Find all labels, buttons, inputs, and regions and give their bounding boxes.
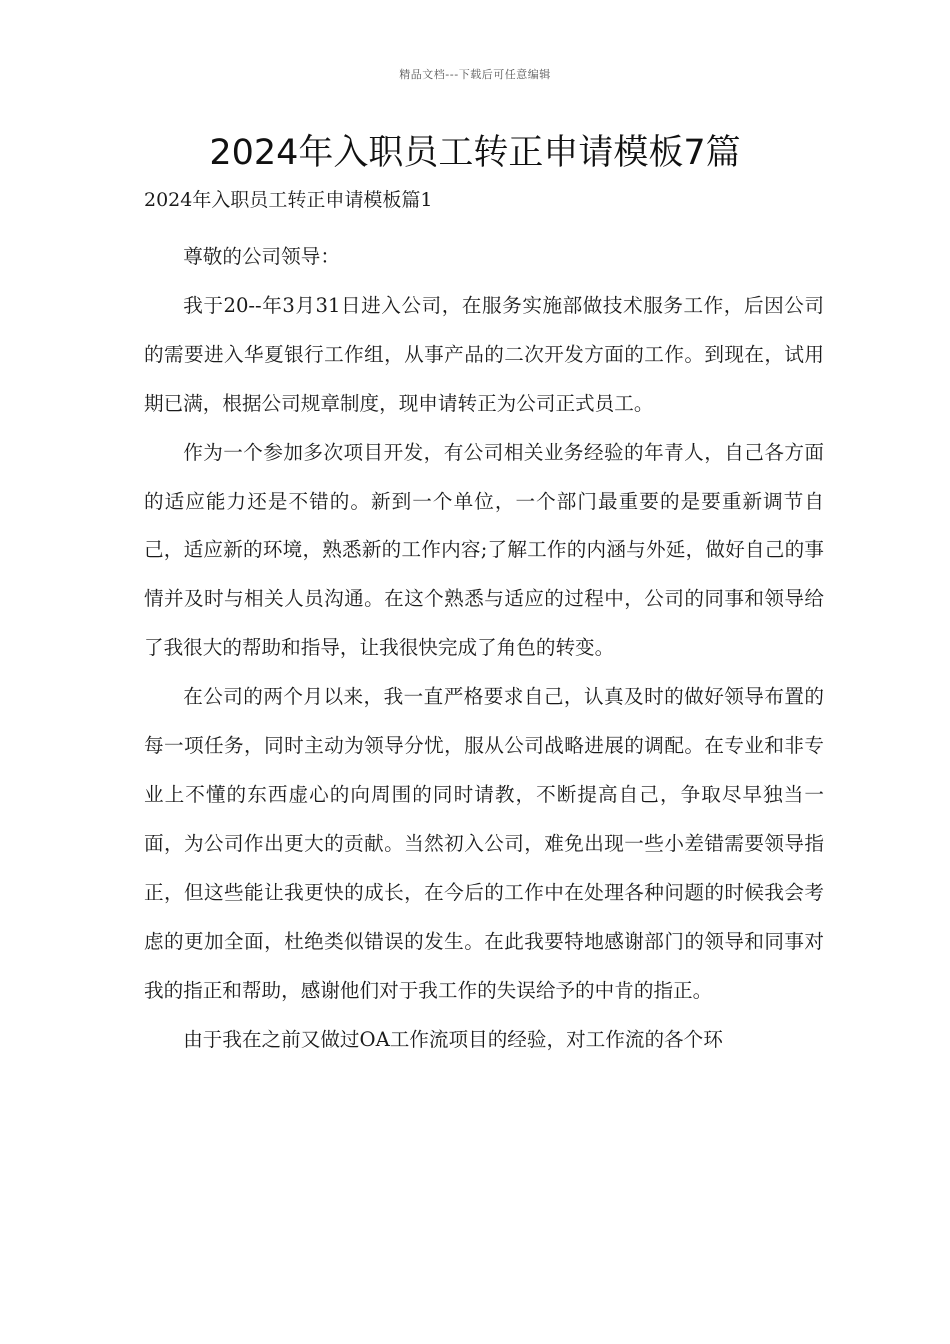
body-paragraph: 由于我在之前又做过OA工作流项目的经验，对工作流的各个环	[183, 1027, 723, 1051]
header-note: 精品文档---下载后可任意编辑	[399, 68, 551, 81]
salutation-paragraph: 尊敬的公司领导：	[183, 245, 340, 268]
document-body	[144, 233, 824, 1064]
body-paragraph: 我于20--年3月31日进入公司，在服务实施部做技术服务工作，后因公司的需要进入华夏银行工作组，从事产品的二次开发方面的工作。到现在，试用期已满，根据公司规章制度，现申请转正为公司正式员工。	[144, 293, 824, 415]
body-paragraph: 在公司的两个月以来，我一直严格要求自己，认真及时的做好领导布置的每一项任务，同时主动为领导分忧，服从公司战略进展的调配。在专业和非专业上不懂的东西虚心的向周围的同时请教，不断提高自己，争取尽早独当一面，为公司作出更大的贡献。当然初入公司，难免出现一些小差错需要领导指正，但这些能让我更快的成长，在今后的工作中在处理各种问题的时候我会考虑的更加全面，杜绝类似错误的发生。在此我要特地感谢部门的领导和同事对我的指正和帮助，感谢他们对于我工作的失误给予的中肯的指正。	[144, 685, 824, 1002]
document-title: 2024年入职员工转正申请模板7篇	[209, 133, 741, 173]
body-paragraph: 作为一个参加多次项目开发，有公司相关业务经验的年青人，自己各方面的适应能力还是不错的。新到一个单位，一个部门最重要的是要重新调节自己，适应新的环境，熟悉新的工作内容;了解工作的内涵与外延，做好自己的事情并及时与相关人员沟通。在这个熟悉与适应的过程中，公司的同事和领导给了我很大的帮助和指导，让我很快完成了角色的转变。	[144, 440, 824, 660]
document-subtitle: 2024年入职员工转正申请模板篇1	[144, 189, 433, 211]
